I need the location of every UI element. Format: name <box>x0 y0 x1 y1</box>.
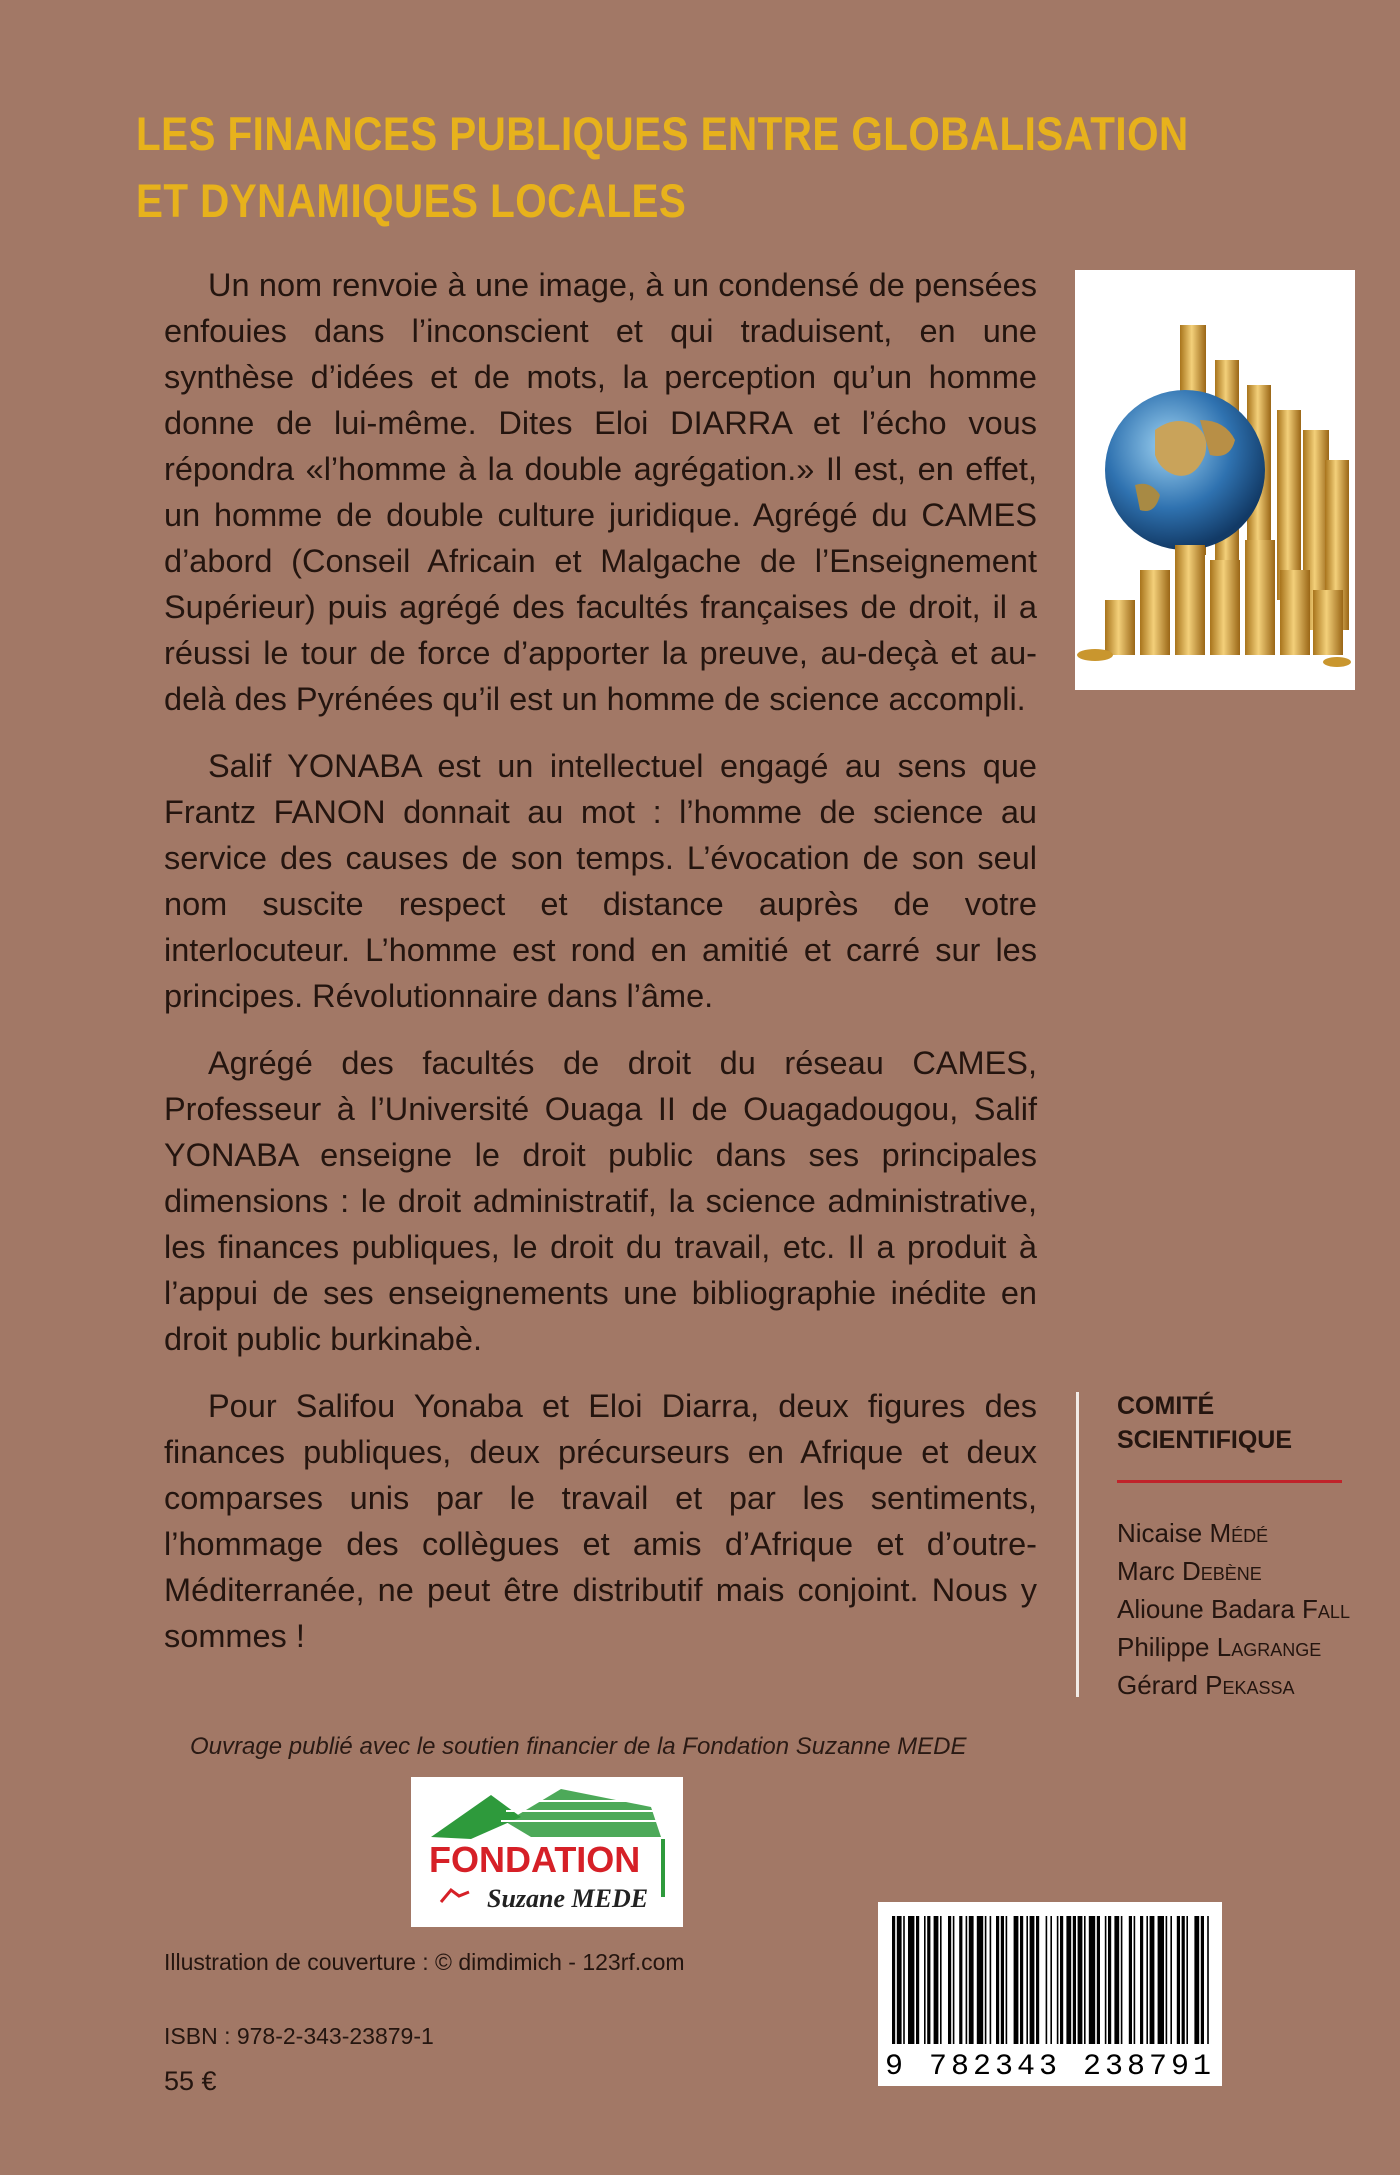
fondation-logo <box>411 1777 683 1927</box>
barcode-digits: 9 782343 238791 <box>884 2050 1216 2084</box>
barcode <box>878 1902 1222 2086</box>
committee-divider <box>1076 1392 1079 1697</box>
committee-member: Nicaise Médé <box>1117 1518 1269 1548</box>
illustration-credit: Illustration de couverture : © dimdimich - 123rf.com <box>164 1949 685 1975</box>
support-notice: Ouvrage publié avec le soutien financier de la Fondation Suzanne MEDE <box>190 1733 967 1760</box>
paragraph-4: Pour Salifou Yonaba et Eloi Diarra, deux figures des finances publiques, deux précurseurs en Afrique et deux comparses unis par le travail et par les sentiments, l’hommage des collègues et amis d’Afrique et d’outre-Méditerranée, ne peut être distributif mais conjoint. Nous y sommes ! <box>164 1388 1037 1654</box>
back-cover-text <box>164 262 1037 1680</box>
barcode-bars <box>892 1916 1209 2044</box>
committee-underline <box>1117 1480 1342 1483</box>
committee-member: Philippe Lagrange <box>1117 1632 1322 1662</box>
isbn: ISBN : 978-2-343-23879-1 <box>164 2023 434 2049</box>
committee-member: Alioune Badara Fall <box>1117 1594 1350 1624</box>
price: 55 € <box>164 2066 217 2096</box>
paragraph-2: Salif YONABA est un intellectuel engagé au sens que Frantz FANON donnait au mot : l’homme de science au service des causes de son temps. L’évocation de son seul nom suscite respect et distance auprès de votre interlocuteur. L’homme est rond en amitié et carré sur les principes. Révolutionnaire dans l’âme. <box>164 748 1037 1014</box>
book-title <box>136 100 1286 234</box>
cover-illustration-globe-coins <box>1075 270 1355 690</box>
paragraph-1: Un nom renvoie à une image, à un condensé de pensées enfouies dans l’inconscient et qui traduisent, en une synthèse d’idées et de mots, la perception qu’un homme donne de lui-même. Dites Eloi DIARRA et l’écho vous répondra «l’homme à la double agrégation.» Il est, en effet, un homme de double culture juridique. Agrégé du CAMES d’abord (Conseil Africain et Malgache de l’Enseignement Supérieur) puis agrégé des facultés françaises de droit, il a réussi le tour de force d’apporter la preuve, au-deçà et au-delà des Pyrénées qu’il est un homme de science accompli. <box>164 267 1037 717</box>
logo-name: Suzane MEDE <box>487 1884 649 1913</box>
committee-members <box>1117 1514 1397 1704</box>
committee-member: Marc Debène <box>1117 1556 1262 1586</box>
title-line-1: LES FINANCES PUBLIQUES ENTRE GLOBALISATION <box>136 107 1189 160</box>
committee-title: COMITÉ SCIENTIFIQUE <box>1117 1392 1293 1454</box>
title-line-2: ET DYNAMIQUES LOCALES <box>136 174 687 227</box>
logo-word: FONDATION <box>429 1839 641 1880</box>
paragraph-3: Agrégé des facultés de droit du réseau CAMES, Professeur à l’Université Ouaga II de Ouagadougou, Salif YONABA enseigne le droit public dans ses principales dimensions : le droit administratif, la science administrative, les finances publiques, le droit du travail, etc. Il a produit à l’appui de ses enseignements une bibliographie inédite en droit public burkinabè. <box>164 1045 1037 1357</box>
committee-member: Gérard Pekassa <box>1117 1670 1295 1700</box>
